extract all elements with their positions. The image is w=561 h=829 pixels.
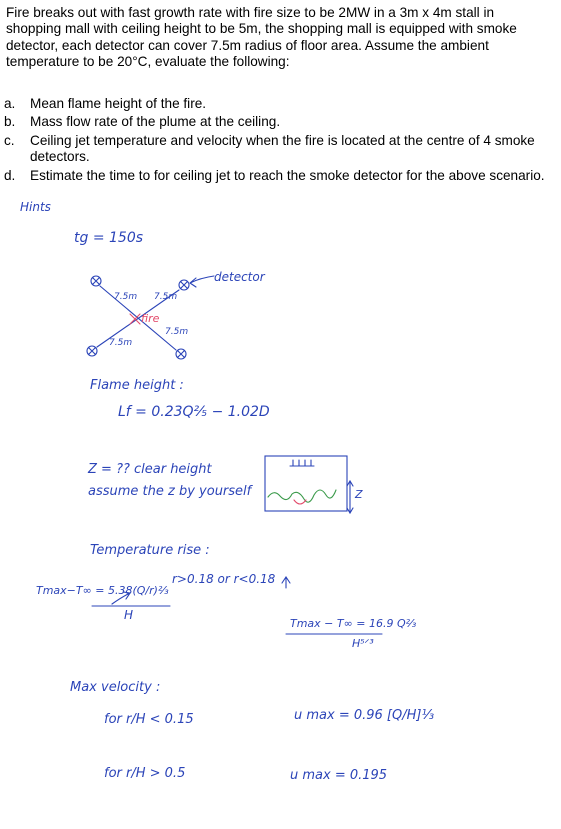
detector-icon (87, 346, 97, 356)
detector-arrow-icon (190, 276, 214, 287)
velocity-formula-2: u max = 0.195 (290, 768, 388, 783)
tmax-formula-left-denominator: H (124, 608, 134, 622)
velocity-formula-1: u max = 0.96 [Q/H]⅓ (294, 708, 435, 723)
velocity-condition-1: for r/H < 0.15 (104, 712, 194, 727)
distance-label: 7.5m (154, 292, 178, 302)
detector-icon (179, 280, 189, 290)
task-text: Mass flow rate of the plume at the ceiling. (30, 114, 281, 130)
z-label: Z (355, 488, 363, 501)
detector-label: detector (214, 270, 265, 284)
z-dimension-arrow (347, 481, 353, 513)
max-velocity-label: Max velocity : (70, 680, 161, 695)
hints-label: Hints (20, 200, 51, 214)
flame-height-formula: Lf = 0.23Q⅖ − 1.02D (118, 404, 270, 420)
fire-base-icon (294, 500, 306, 504)
flame-height-label: Flame height : (90, 378, 184, 393)
velocity-condition-2: for r/H > 0.5 (104, 766, 186, 781)
clear-height-assumption: assume the z by yourself (88, 484, 252, 499)
detector-icon (91, 276, 101, 286)
task-label: c. (4, 132, 15, 148)
distance-label: 7.5m (165, 327, 189, 337)
plume-arrows-icon (290, 460, 314, 466)
task-label: d. (4, 167, 16, 183)
problem-text: Fire breaks out with fast growth rate with fire size to be 2MW in a 3m x 4m stall in shopping mall with ceiling height to be 5m, the shopping mall is equipped with smoke detector, each detector can cover 7.5m radius of floor area. Assume the ambient temperature to be 20°C, evaluate the following: (6, 5, 517, 70)
tmax-formula-right-denominator: H⁵ᐟ³ (352, 637, 374, 650)
temperature-rise-label: Temperature rise : (90, 543, 210, 558)
fire-label: fire (141, 312, 160, 325)
distance-label: 7.5m (109, 338, 133, 348)
detector-icon (176, 349, 186, 359)
tmax-formula-right: Tmax − T∞ = 16.9 Q⅔ (290, 617, 417, 630)
room-sketch (265, 456, 347, 511)
task-label: a. (4, 96, 16, 111)
task-text: Ceiling jet temperature and velocity when the fire is located at the centre of 4 smoke detectors. (30, 132, 535, 165)
tmax-formula-left: Tmax−T∞ = 5.38(Q/r)⅔ (36, 584, 169, 597)
task-text: Mean flame height of the fire. (30, 96, 207, 111)
flame-sketch (268, 490, 336, 502)
task-text: Estimate the time to for ceiling jet to reach the smoke detector for the above scenario. (30, 167, 545, 183)
distance-label: 7.5m (114, 292, 138, 302)
tg-note: tg = 150s (74, 230, 144, 246)
pointer-arrow-icon (282, 577, 290, 588)
clear-height-note: Z = ?? clear height (88, 462, 212, 477)
task-label: b. (4, 114, 16, 130)
r-condition: r>0.18 or r<0.18 (172, 572, 276, 586)
